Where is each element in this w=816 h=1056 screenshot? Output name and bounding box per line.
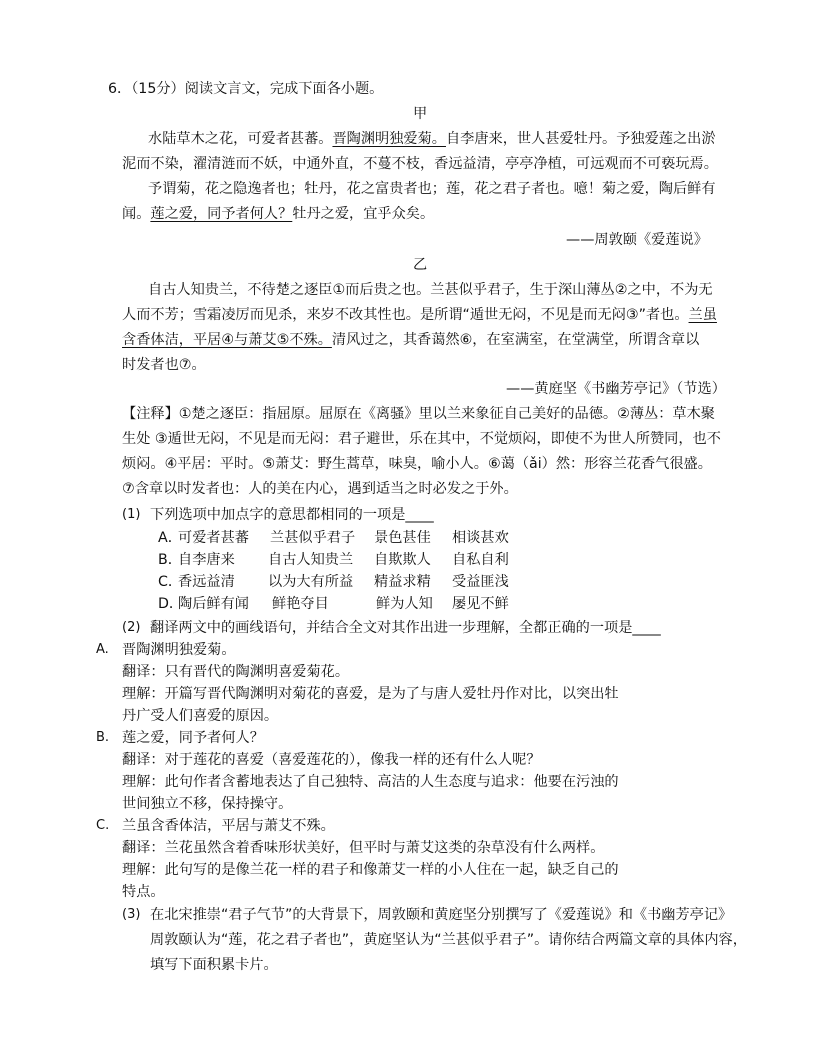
sub2-choice-b-translation: 翻译：对于莲花的喜爱（喜爱莲花的），像我一样的还有什么人呢？ [122, 752, 541, 768]
passage-jia-line-1: 水陆草木之花，可爱者甚蕃。晋陶渊明独爱菊。自李唐来，世人甚爱牡丹。予独爱莲之出淤 [148, 131, 716, 147]
underlined-sentence-c-part2: 含香体洁，平居④与萧艾⑤不殊。 [122, 332, 332, 348]
sub1-number: (1) [122, 507, 141, 522]
passage-yi-line-4: 时发者也⑦。 [122, 357, 206, 373]
sub3-line-1: 在北宋推崇“君子气节”的大背景下，周敦颐和黄庭坚分别撰写了《爱莲说》和《书幽芳亭记》 [150, 907, 733, 923]
passage-jia-label: 甲 [413, 106, 428, 122]
sub3-line-2: 周敦颐认为“莲，花之君子者也”，黄庭坚认为“兰甚似乎君子”。请你结合两篇文章的具体内容， [150, 932, 747, 948]
sub2-choice-c-understanding-2: 特点。 [122, 884, 165, 900]
passage-jia-source: ——周敦颐《爱莲说》 [566, 232, 708, 248]
underlined-sentence-a: 晋陶渊明独爱菊。 [332, 131, 446, 147]
sub2-choice-c-sentence[interactable]: 兰虽含香体洁，平居与萧艾不殊。 [122, 818, 335, 834]
underlined-sentence-c-part1: 兰虽 [688, 307, 717, 323]
passage-yi-source: ——黄庭坚《书幽芳亭记》（节选） [506, 381, 726, 397]
question-header: 6．（15分）阅读文言文，完成下面各小题。 [108, 81, 384, 97]
sub3-line-3: 填写下面积累卡片。 [150, 957, 278, 973]
sub2-choice-c-understanding-1: 理解：此句写的是像兰花一样的君子和像萧艾一样的小人住在一起，缺乏自己的 [122, 862, 619, 878]
sub2-choice-b-sentence[interactable]: 莲之爱，同予者何人？ [122, 730, 264, 746]
sub2-choice-c-translation: 翻译：兰花虽然含着香味形状美好，但平时与萧艾这类的杂草没有什么两样。 [122, 840, 605, 856]
passage-yi-label: 乙 [413, 257, 428, 273]
passage-yi-line-3: 含香体洁，平居④与萧艾⑤不殊。清风过之，其香蔼然⑥，在室满室，在堂满堂，所谓含章以 [122, 332, 700, 348]
sub2-choice-b-label[interactable]: B. [96, 730, 110, 745]
notes-line-1: 【注释】①楚之逐臣：指屈原。屈原在《离骚》里以兰来象征自己美好的品德。②薄丛：草木聚 [122, 406, 715, 422]
sub2-choice-b-understanding-2: 世间独立不移，保持操守。 [122, 796, 293, 812]
sub2-choice-a-sentence[interactable]: 晋陶渊明独爱菊。 [122, 642, 236, 658]
passage-jia-line-3: 予谓菊，花之隐逸者也；牡丹，花之富贵者也；莲，花之君子者也。噫！菊之爱，陶后鲜有 [148, 181, 716, 197]
passage-yi-line-1: 自古人知贵兰，不待楚之逐臣①而后贵之也。兰甚似乎君子，生于深山薄丛②之中，不为无 [148, 282, 713, 298]
sub3-number: (3) [122, 907, 141, 922]
sub2-number: (2) [122, 620, 141, 635]
passage-yi-line-2: 人而不芳；雪霜凌厉而见杀，来岁不改其性也。是所谓“遁世无闷，不见是而无闷③”者也。兰虽 [122, 307, 717, 323]
sub1-stem: 下列选项中加点字的意思都相同的一项是____ [150, 507, 434, 523]
sub2-choice-b-understanding-1: 理解：此句作者含蓄地表达了自己独特、高洁的人生态度与追求：他要在污浊的 [122, 774, 619, 790]
notes-line-2: 生处 ③遁世无闷，不见是而无闷：君子避世，乐在其中，不觉烦闷，即使不为世人所赞同，也不 [122, 431, 721, 447]
sub2-choice-a-understanding-2: 丹广受人们喜爱的原因。 [122, 708, 279, 724]
sub2-choice-a-translation: 翻译：只有晋代的陶渊明喜爱菊花。 [122, 664, 350, 680]
sub2-stem: 翻译两文中的画线语句，并结合全文对其作出进一步理解，全都正确的一项是____ [150, 620, 661, 636]
notes-line-3: 烦闷。④平居：平时。⑤萧艾：野生蒿草，味臭，喻小人。⑥蔼（ǎi）然：形容兰花香气很盛。 [122, 456, 712, 472]
sub2-choice-a-understanding-1: 理解：开篇写晋代陶渊明对菊花的喜爱，是为了与唐人爱牡丹作对比，以突出牡 [122, 686, 619, 702]
sub2-choice-a-label[interactable]: A. [96, 642, 109, 657]
notes-line-4: ⑦含章以时发者也：人的美在内心，遇到适当之时必发之于外。 [122, 481, 518, 497]
sub2-choice-c-label[interactable]: C. [96, 818, 110, 833]
passage-jia-line-2: 泥而不染，濯清涟而不妖，中通外直，不蔓不枝，香远益清，亭亭净植，可远观而不可亵玩焉。 [122, 156, 718, 172]
passage-jia-line-4: 闻。莲之爱，同予者何人？牡丹之爱，宜乎众矣。 [122, 206, 435, 222]
underlined-sentence-b: 莲之爱，同予者何人？ [150, 206, 293, 222]
